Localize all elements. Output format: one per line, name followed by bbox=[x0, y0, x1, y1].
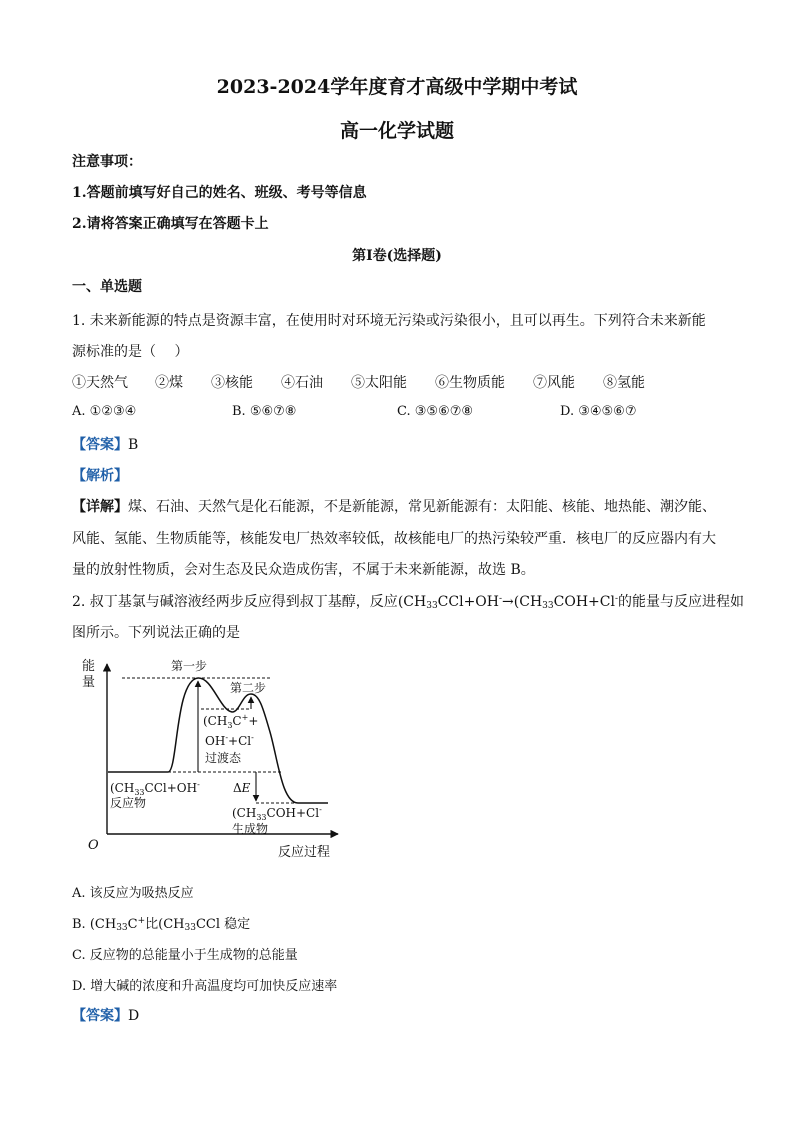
q1-item-2: ②煤 bbox=[155, 375, 183, 391]
q1-option-c: C. ③⑤⑥⑦⑧ bbox=[397, 404, 474, 419]
step1-label: 第一步 bbox=[171, 659, 208, 673]
origin-label: O bbox=[88, 838, 99, 853]
notice-heading: 注意事项： bbox=[72, 154, 142, 170]
q1-answer-value: B bbox=[128, 437, 139, 453]
q2-formula-part: COH+Cl bbox=[553, 594, 615, 610]
q2-option-b-part: 比(CH bbox=[145, 917, 185, 932]
q1-analysis-tag: 【解析】 bbox=[72, 468, 128, 484]
q2-subscript: 3 bbox=[190, 923, 196, 933]
q1-option-d: D. ③④⑤⑥⑦ bbox=[560, 404, 637, 419]
energy-diagram bbox=[70, 652, 370, 864]
x-axis-label: 反应过程 bbox=[278, 845, 331, 860]
q2-formula-part: →(CH bbox=[502, 594, 543, 610]
reactant-formula: ($CH_33CCl+OH^-$ bbox=[110, 780, 200, 797]
q1-option-b: B. ⑤⑥⑦⑧ bbox=[232, 404, 297, 419]
q2-subscript: 3 bbox=[121, 923, 128, 933]
q2-subscript: 3 bbox=[426, 601, 432, 611]
q1-detail-line1 bbox=[72, 496, 716, 516]
q1-item-6: ⑥生物质能 bbox=[435, 375, 505, 391]
intermediate-formula: ($CH_3C^++$ bbox=[203, 713, 259, 730]
product-formula: ($CH_33COH+Cl^-$ bbox=[232, 805, 322, 822]
q1-answer bbox=[72, 434, 138, 454]
exam-subtitle: 高一化学试题 bbox=[339, 120, 454, 142]
notice-item-2: 2.请将答案正确填写在答题卡上 bbox=[72, 216, 269, 232]
y-axis-label-2: 量 bbox=[82, 675, 96, 690]
q2-subscript: 3 bbox=[116, 923, 122, 933]
q2-superscript: - bbox=[614, 594, 619, 604]
q1-stem-line2: 源标准的是（ ） bbox=[72, 344, 189, 360]
q2-stem-line1 bbox=[72, 591, 744, 611]
q1-stem-line1: 1. 未来新能源的特点是资源丰富，在使用时对环境无污染或污染很小，且可以再生。下列符合未来新能 bbox=[72, 313, 706, 329]
step2-label: 第二步 bbox=[230, 681, 267, 695]
q2-option-a: A. 该反应为吸热反应 bbox=[72, 886, 194, 901]
section-heading: 一、单选题 bbox=[72, 279, 142, 295]
q2-subscript: 3 bbox=[542, 601, 548, 611]
transition-state-label: 过渡态 bbox=[205, 751, 242, 765]
q2-option-b-part: C bbox=[127, 917, 138, 932]
q2-option-b-part: CCl 稳定 bbox=[195, 917, 251, 932]
q1-item-7: ⑦风能 bbox=[533, 375, 575, 391]
q2-option-c: C. 反应物的总能量小于生成物的总能量 bbox=[72, 948, 298, 963]
q2-superscript: - bbox=[499, 594, 503, 604]
q2-option-b-part: B. (CH bbox=[72, 917, 117, 932]
q2-answer bbox=[72, 1005, 139, 1025]
part-heading: 第Ⅰ卷(选择题) bbox=[352, 248, 442, 264]
q1-item-3: ③核能 bbox=[211, 375, 253, 391]
q2-formula-part: (CH bbox=[397, 594, 427, 610]
q1-item-1: ①天然气 bbox=[72, 375, 128, 391]
q2-option-b bbox=[72, 913, 250, 933]
product-label: 生成物 bbox=[232, 822, 269, 836]
q1-detail-line2: 风能、氢能、生物质能等，核能发电厂热效率较低，故核能电厂的热污染较严重．核电厂的反应器内有大 bbox=[72, 531, 716, 547]
q1-detail-line3: 量的放射性物质，会对生态及民众造成伤害，不属于未来新能源，故选 B。 bbox=[72, 562, 535, 578]
q1-item-8: ⑧氢能 bbox=[603, 375, 645, 391]
q2-stem-text: 2. 叔丁基氯与碱溶液经两步反应得到叔丁基醇，反应 bbox=[72, 594, 398, 610]
q1-detail-text-1: 煤、石油、天然气是化石能源，不是新能源，常见新能源有：太阳能、核能、地热能、潮汐能、 bbox=[128, 499, 716, 515]
q2-formula-part: CCl+OH bbox=[437, 594, 499, 610]
q1-answer-tag: 【答案】 bbox=[72, 437, 128, 453]
intermediate-ions: OH-+Cl- bbox=[205, 733, 254, 748]
q2-answer-tag: 【答案】 bbox=[72, 1008, 128, 1024]
q1-detail-tag: 【详解】 bbox=[72, 499, 128, 515]
q2-stem-line2: 图所示。下列说法正确的是 bbox=[72, 625, 240, 641]
q1-option-a: A. ①②③④ bbox=[72, 404, 137, 419]
q2-stem-text: 的能量与反应进程如 bbox=[618, 594, 745, 610]
reactant-label: 反应物 bbox=[110, 796, 147, 810]
delta-e-label: ΔE bbox=[233, 781, 251, 795]
q2-subscript: 3 bbox=[431, 601, 438, 611]
q2-superscript: + bbox=[137, 916, 146, 926]
notice-item-1: 1.答题前填写好自己的姓名、班级、考号等信息 bbox=[72, 185, 367, 201]
q2-option-d: D. 增大碱的浓度和升高温度均可加快反应速率 bbox=[72, 979, 338, 994]
q2-subscript: 3 bbox=[547, 601, 554, 611]
q2-subscript: 3 bbox=[184, 923, 191, 933]
exam-title: 2023-2024学年度育才高级中学期中考试 bbox=[216, 76, 578, 98]
q2-answer-value: D bbox=[128, 1008, 140, 1024]
y-axis-label-1: 能 bbox=[82, 659, 96, 674]
q1-item-4: ④石油 bbox=[281, 375, 323, 391]
q1-item-5: ⑤太阳能 bbox=[351, 375, 407, 391]
